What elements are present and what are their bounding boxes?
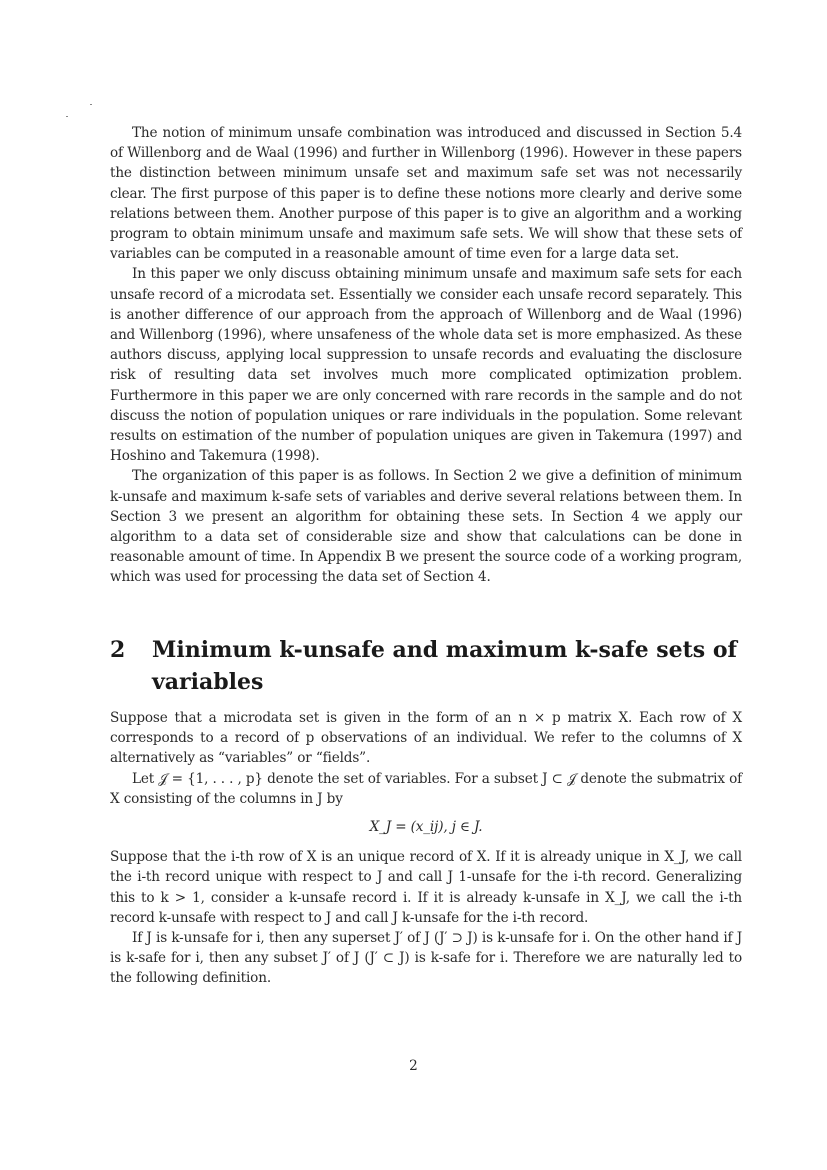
paragraph-intro-1: The notion of minimum unsafe combination was introduced and discussed in Section 5.4 of Willenborg and de Waal (1996) and further in Willenborg (1996). However in these papers the distinction between minimum unsafe set and maximum safe set was not necessarily clear. The first purpose of this paper is to define these notions more clearly and derive some relations between them. Another purpose of this paper is to give an algorithm and a working program to obtain minimum unsafe and maximum safe sets. We will show that these sets of variables can be computed in a reasonable amount of time even for a large data set.	[110, 125, 742, 263]
page-number: 2	[409, 1058, 418, 1074]
scan-speck	[66, 116, 68, 117]
section-title: Minimum k-unsafe and maximum k-safe sets of variables	[152, 637, 737, 695]
intro-text	[110, 123, 742, 588]
paragraph-intro-3: The organization of this paper is as follows. In Section 2 we give a definition of minimum k-unsafe and maximum k-safe sets of variables and derive several relations between them. In Section 3 we present an algorithm for obtaining these sets. In Section 4 we apply our algorithm to a data set of considerable size and show that calculations can be done in reasonable amount of time. In Appendix B we present the source code of a working program, which was used for processing the data set of Section 4.	[110, 468, 742, 586]
section-text	[110, 708, 742, 989]
scan-speck	[90, 104, 92, 105]
paragraph-section-2: Let 𝒥 = {1, . . . , p} denote the set of variables. For a subset J ⊂ 𝒥 denote the submatrix of X consisting of the columns in J by	[110, 770, 742, 807]
paragraph-section-1: Suppose that a microdata set is given in the form of an n × p matrix X. Each row of X corresponds to a record of p observations of an individual. We refer to the columns of X alternatively as “variables” or “fields”.	[110, 710, 742, 767]
paragraph-section-3: Suppose that the i-th row of X is an unique record of X. If it is already unique in X_J, we call the i-th record unique with respect to J and call J 1-unsafe for the i-th record. Generalizing this to k > 1, consider a k-unsafe record i. If it is already k-unsafe in X_J, we call the i-th record k-unsafe with respect to J and call J k-unsafe for the i-th record.	[110, 849, 742, 926]
display-equation: X_J = (x_ij), j ∈ J.	[369, 819, 483, 836]
paragraph-intro-2: In this paper we only discuss obtaining minimum unsafe and maximum safe sets for each unsafe record of a microdata set. Essentially we consider each unsafe record separately. This is another difference of our approach from the approach of Willenborg and de Waal (1996) and Willenborg (1996), where unsafeness of the whole data set is more emphasized. As these authors discuss, applying local suppression to unsafe records and evaluating the disclosure risk of resulting data set involves much more complicated optimization problem. Furthermore in this paper we are only concerned with rare records in the sample and do not discuss the notion of population uniques or rare individuals in the population. Some relevant results on estimation of the number of population uniques are given in Takemura (1997) and Hoshino and Takemura (1998).	[110, 266, 742, 465]
section-number: 2	[110, 637, 126, 663]
paragraph-section-4: If J is k-unsafe for i, then any superset J′ of J (J′ ⊃ J) is k-unsafe for i. On the other hand if J is k-safe for i, then any subset J′ of J (J′ ⊂ J) is k-safe for i. Therefore we are naturally led to the following definition.	[110, 930, 742, 987]
